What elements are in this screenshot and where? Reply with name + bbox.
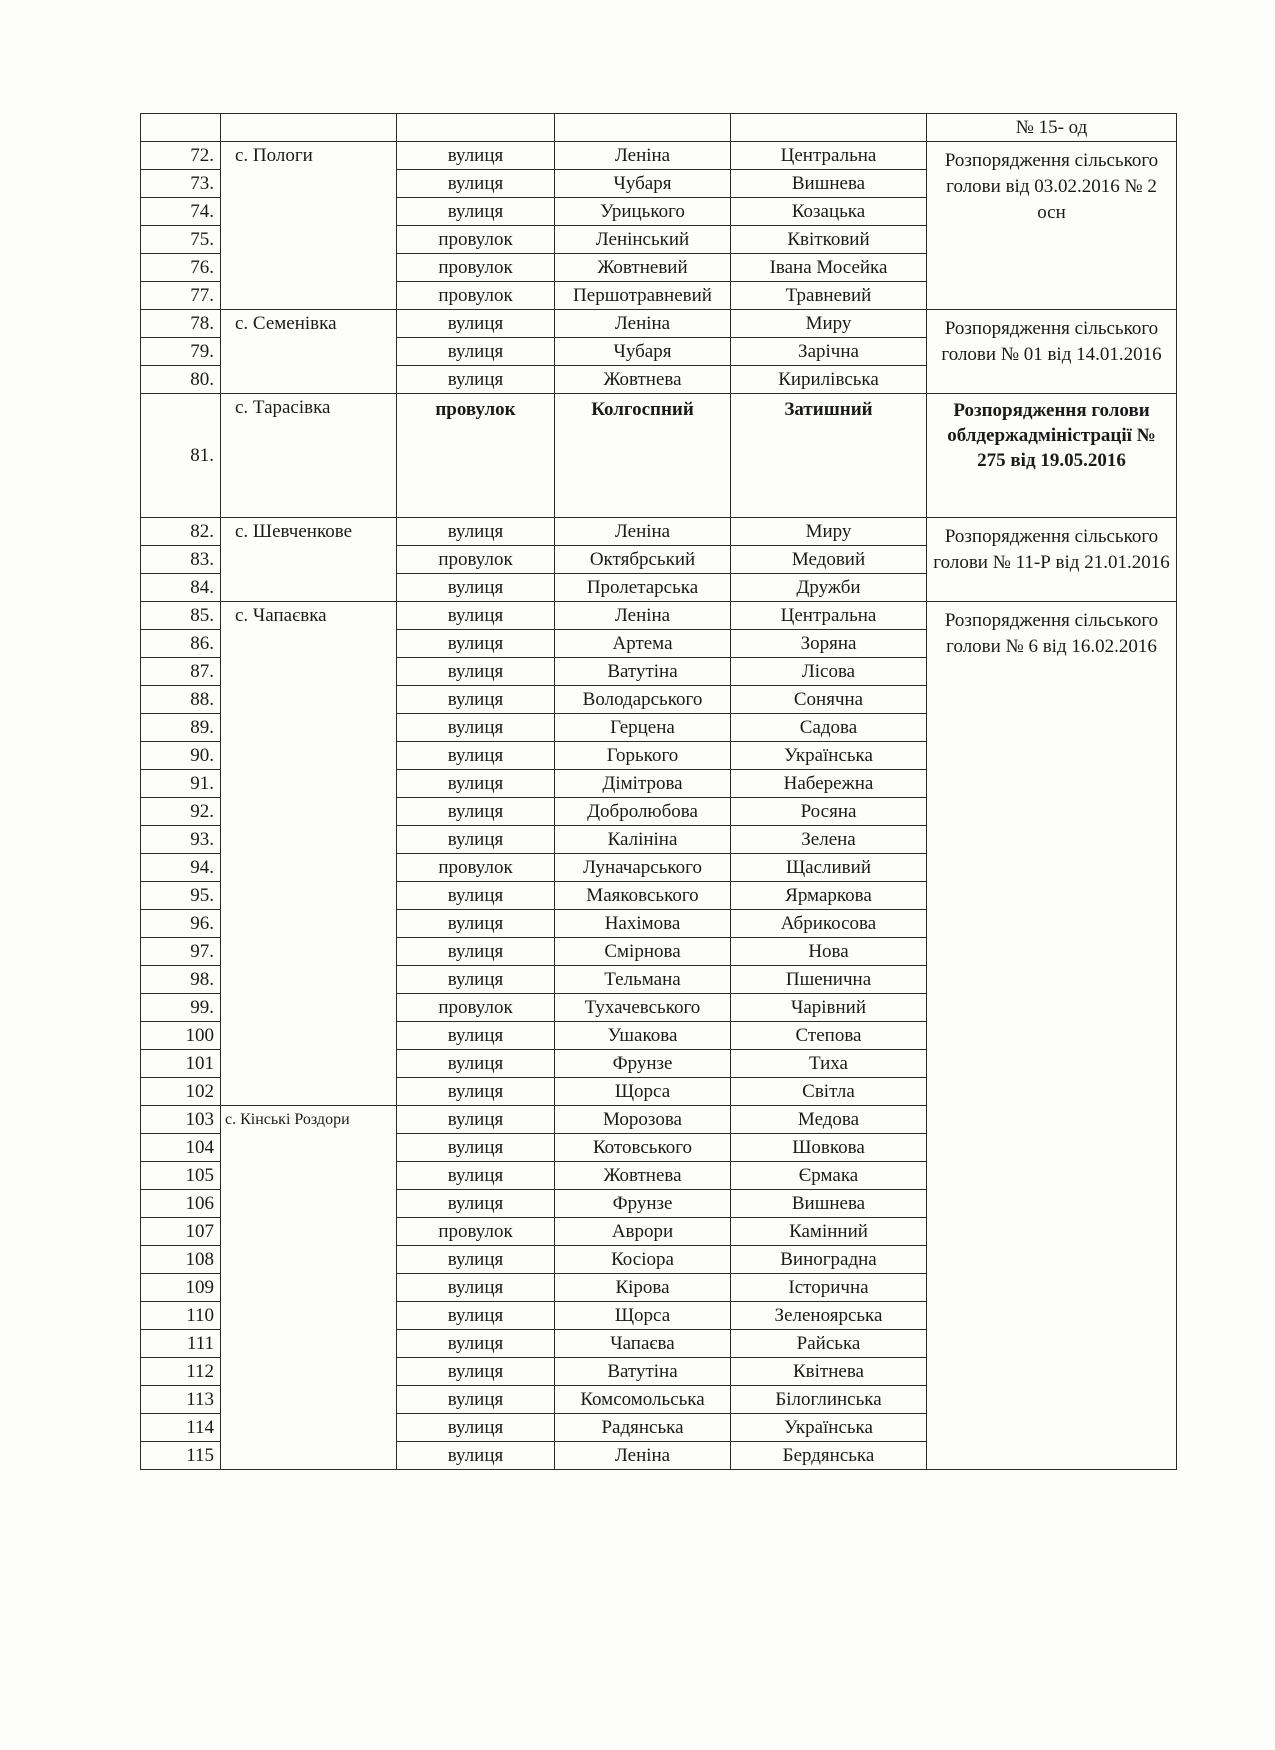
object-type: вулиця (397, 910, 555, 938)
old-name: Аврори (555, 1218, 731, 1246)
old-name: Ленінський (555, 226, 731, 254)
row-number: 76. (141, 254, 221, 282)
new-name: Козацька (731, 198, 927, 226)
object-type: вулиця (397, 198, 555, 226)
new-name: Квітнева (731, 1358, 927, 1386)
new-name: Тиха (731, 1050, 927, 1078)
new-name: Сонячна (731, 686, 927, 714)
row-number: 95. (141, 882, 221, 910)
village-name: с. Кінські Роздори (221, 1106, 397, 1470)
old-name: Комсомольська (555, 1386, 731, 1414)
object-type (397, 114, 555, 142)
row-number: 101 (141, 1050, 221, 1078)
new-name: Зеленоярська (731, 1302, 927, 1330)
village-name: с. Чапаєвка (221, 602, 397, 1106)
object-type: провулок (397, 546, 555, 574)
new-name: Центральна (731, 602, 927, 630)
object-type: вулиця (397, 1022, 555, 1050)
document-reference: Розпорядження сільського голови № 11-Р від 21.01.2016 (927, 518, 1177, 602)
new-name: Українська (731, 1414, 927, 1442)
row-number: 94. (141, 854, 221, 882)
object-type: провулок (397, 854, 555, 882)
row-number: 97. (141, 938, 221, 966)
row-number: 74. (141, 198, 221, 226)
old-name: Маяковського (555, 882, 731, 910)
row-number: 83. (141, 546, 221, 574)
object-type: вулиця (397, 1358, 555, 1386)
new-name: Лісова (731, 658, 927, 686)
row-number: 73. (141, 170, 221, 198)
row-number: 77. (141, 282, 221, 310)
row-number: 102 (141, 1078, 221, 1106)
object-type: вулиця (397, 770, 555, 798)
row-number: 111 (141, 1330, 221, 1358)
row-number (141, 114, 221, 142)
old-name: Артема (555, 630, 731, 658)
row-number: 108 (141, 1246, 221, 1274)
new-name: Райська (731, 1330, 927, 1358)
new-name: Камінний (731, 1218, 927, 1246)
row-number: 87. (141, 658, 221, 686)
row-number: 106 (141, 1190, 221, 1218)
old-name: Косіора (555, 1246, 731, 1274)
object-type: вулиця (397, 1274, 555, 1302)
new-name: Кирилівська (731, 366, 927, 394)
object-type: вулиця (397, 1330, 555, 1358)
row-number: 107 (141, 1218, 221, 1246)
row-number: 103 (141, 1106, 221, 1134)
object-type: вулиця (397, 602, 555, 630)
new-name: Набережна (731, 770, 927, 798)
old-name: Тельмана (555, 966, 731, 994)
old-name: Калініна (555, 826, 731, 854)
new-name: Єрмака (731, 1162, 927, 1190)
object-type: провулок (397, 994, 555, 1022)
object-type: вулиця (397, 630, 555, 658)
new-name: Зоряна (731, 630, 927, 658)
table-row (141, 602, 1177, 630)
document-reference: Розпорядження голови облдержадміністрації № 275 від 19.05.2016 (927, 394, 1177, 518)
row-number: 86. (141, 630, 221, 658)
row-number: 104 (141, 1134, 221, 1162)
new-name: Українська (731, 742, 927, 770)
new-name: Садова (731, 714, 927, 742)
object-type: вулиця (397, 1302, 555, 1330)
row-number: 88. (141, 686, 221, 714)
old-name: Кірова (555, 1274, 731, 1302)
new-name (731, 114, 927, 142)
new-name: Абрикосова (731, 910, 927, 938)
new-name: Степова (731, 1022, 927, 1050)
object-type: вулиця (397, 1246, 555, 1274)
old-name: Смірнова (555, 938, 731, 966)
new-name: Чарівний (731, 994, 927, 1022)
new-name: Бердянська (731, 1442, 927, 1470)
new-name: Нова (731, 938, 927, 966)
object-type: вулиця (397, 574, 555, 602)
row-number: 98. (141, 966, 221, 994)
village-name: с. Тарасівка (221, 394, 397, 518)
renaming-table (140, 113, 1177, 1470)
new-name: Ярмаркова (731, 882, 927, 910)
object-type: вулиця (397, 1414, 555, 1442)
row-number: 78. (141, 310, 221, 338)
row-number: 113 (141, 1386, 221, 1414)
document-reference: Розпорядження сільського голови від 03.02.2016 № 2 осн (927, 142, 1177, 310)
new-name: Білоглинська (731, 1386, 927, 1414)
old-name: Нахімова (555, 910, 731, 938)
old-name: Октябрський (555, 546, 731, 574)
new-name: Пшенична (731, 966, 927, 994)
old-name: Дімітрова (555, 770, 731, 798)
new-name: Квітковий (731, 226, 927, 254)
object-type: вулиця (397, 518, 555, 546)
new-name: Історична (731, 1274, 927, 1302)
row-number: 81. (141, 394, 221, 518)
old-name: Чапаєва (555, 1330, 731, 1358)
old-name: Леніна (555, 142, 731, 170)
new-name: Івана Мосейка (731, 254, 927, 282)
old-name: Леніна (555, 518, 731, 546)
old-name (555, 114, 731, 142)
table-row (141, 310, 1177, 338)
object-type: провулок (397, 254, 555, 282)
old-name: Чубаря (555, 170, 731, 198)
row-number: 79. (141, 338, 221, 366)
new-name: Миру (731, 518, 927, 546)
object-type: вулиця (397, 1386, 555, 1414)
header-row (141, 114, 1177, 142)
old-name: Добролюбова (555, 798, 731, 826)
object-type: вулиця (397, 882, 555, 910)
row-number: 109 (141, 1274, 221, 1302)
row-number: 90. (141, 742, 221, 770)
old-name: Ушакова (555, 1022, 731, 1050)
object-type: вулиця (397, 798, 555, 826)
new-name: Зелена (731, 826, 927, 854)
new-name: Шовкова (731, 1134, 927, 1162)
object-type: вулиця (397, 938, 555, 966)
object-type: вулиця (397, 966, 555, 994)
new-name: Затишний (731, 394, 927, 518)
new-name: Центральна (731, 142, 927, 170)
object-type: вулиця (397, 366, 555, 394)
old-name: Радянська (555, 1414, 731, 1442)
old-name: Жовтнева (555, 366, 731, 394)
new-name: Дружби (731, 574, 927, 602)
new-name: Вишнева (731, 170, 927, 198)
row-number: 114 (141, 1414, 221, 1442)
object-type: вулиця (397, 1078, 555, 1106)
old-name: Герцена (555, 714, 731, 742)
old-name: Чубаря (555, 338, 731, 366)
old-name: Колгоспний (555, 394, 731, 518)
row-number: 84. (141, 574, 221, 602)
document-reference: Розпорядження сільського голови № 6 від 16.02.2016 (927, 602, 1177, 1470)
row-number: 85. (141, 602, 221, 630)
object-type: вулиця (397, 658, 555, 686)
document-reference: Розпорядження сільського голови № 01 від 14.01.2016 (927, 310, 1177, 394)
new-name: Вишнева (731, 1190, 927, 1218)
row-number: 89. (141, 714, 221, 742)
old-name: Жовтневий (555, 254, 731, 282)
new-name: Медова (731, 1106, 927, 1134)
old-name: Котовського (555, 1134, 731, 1162)
old-name: Луначарського (555, 854, 731, 882)
object-type: провулок (397, 282, 555, 310)
new-name: Щасливий (731, 854, 927, 882)
object-type: вулиця (397, 310, 555, 338)
row-number: 112 (141, 1358, 221, 1386)
row-number: 96. (141, 910, 221, 938)
old-name: Леніна (555, 602, 731, 630)
row-number: 92. (141, 798, 221, 826)
village-name: с. Шевченкове (221, 518, 397, 602)
old-name: Ватутіна (555, 658, 731, 686)
new-name: Виноградна (731, 1246, 927, 1274)
old-name: Фрунзе (555, 1050, 731, 1078)
new-name: Травневий (731, 282, 927, 310)
row-number: 99. (141, 994, 221, 1022)
object-type: вулиця (397, 826, 555, 854)
old-name: Тухачевського (555, 994, 731, 1022)
old-name: Першотравневий (555, 282, 731, 310)
old-name: Леніна (555, 1442, 731, 1470)
object-type: провулок (397, 1218, 555, 1246)
row-number: 82. (141, 518, 221, 546)
object-type: вулиця (397, 1190, 555, 1218)
old-name: Щорса (555, 1302, 731, 1330)
object-type: вулиця (397, 1050, 555, 1078)
object-type: вулиця (397, 1442, 555, 1470)
old-name: Леніна (555, 310, 731, 338)
object-type: вулиця (397, 1134, 555, 1162)
new-name: Світла (731, 1078, 927, 1106)
row-number: 93. (141, 826, 221, 854)
object-type: вулиця (397, 338, 555, 366)
object-type: провулок (397, 226, 555, 254)
row-number: 80. (141, 366, 221, 394)
row-number: 105 (141, 1162, 221, 1190)
old-name: Горького (555, 742, 731, 770)
table-row (141, 518, 1177, 546)
old-name: Володарського (555, 686, 731, 714)
village-name: с. Семенівка (221, 310, 397, 394)
row-number: 100 (141, 1022, 221, 1050)
row-number: 75. (141, 226, 221, 254)
new-name: Медовий (731, 546, 927, 574)
old-name: Щорса (555, 1078, 731, 1106)
old-name: Жовтнева (555, 1162, 731, 1190)
old-name: Ватутіна (555, 1358, 731, 1386)
table-row (141, 394, 1177, 518)
row-number: 91. (141, 770, 221, 798)
old-name: Пролетарська (555, 574, 731, 602)
object-type: вулиця (397, 1106, 555, 1134)
old-name: Фрунзе (555, 1190, 731, 1218)
table-row (141, 142, 1177, 170)
object-type: провулок (397, 394, 555, 518)
row-number: 72. (141, 142, 221, 170)
old-name: Морозова (555, 1106, 731, 1134)
object-type: вулиця (397, 714, 555, 742)
village-name (221, 114, 397, 142)
old-name: Урицького (555, 198, 731, 226)
object-type: вулиця (397, 742, 555, 770)
document-reference: № 15- од (927, 114, 1177, 142)
new-name: Росяна (731, 798, 927, 826)
row-number: 115 (141, 1442, 221, 1470)
new-name: Зарічна (731, 338, 927, 366)
village-name: с. Пологи (221, 142, 397, 310)
row-number: 110 (141, 1302, 221, 1330)
object-type: вулиця (397, 170, 555, 198)
new-name: Миру (731, 310, 927, 338)
object-type: вулиця (397, 142, 555, 170)
object-type: вулиця (397, 1162, 555, 1190)
show-through-marks (40, 140, 70, 220)
object-type: вулиця (397, 686, 555, 714)
